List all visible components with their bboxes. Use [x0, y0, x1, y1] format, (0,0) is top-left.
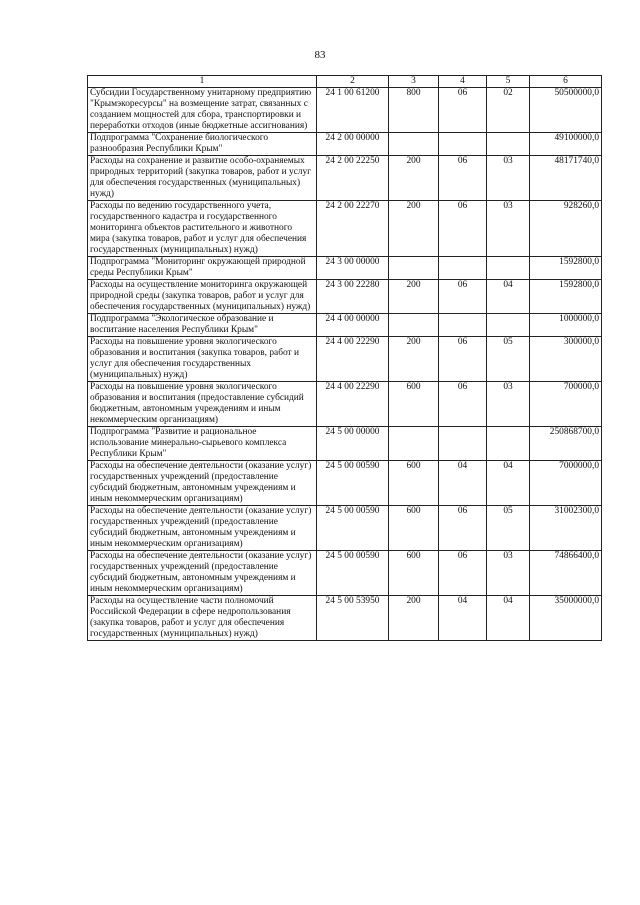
- row-code-cell: 24 3 00 00000: [317, 257, 389, 280]
- row-rz-cell: 06: [439, 88, 487, 133]
- table-row: [88, 156, 602, 201]
- row-vr-cell: 600: [389, 506, 439, 551]
- row-rz-cell: [439, 133, 487, 156]
- row-name-cell: Субсидии Государственному унитарному предприятию "Крымэкоресурсы" на возмещение затрат, связанных с созданием мощностей для сбора, транспортировки и переработки отходов (иные бюджетные ассигнования): [88, 88, 317, 133]
- row-name-cell: Подпрограмма "Сохранение биологического разнообразия Республики Крым": [88, 133, 317, 156]
- row-rz-cell: 04: [439, 596, 487, 641]
- table-row: [88, 337, 602, 382]
- row-pr-cell: [487, 427, 530, 461]
- row-rz-cell: 06: [439, 506, 487, 551]
- column-header: 6: [530, 76, 602, 88]
- row-pr-cell: 02: [487, 88, 530, 133]
- row-pr-cell: 03: [487, 382, 530, 427]
- row-name-cell: Расходы на осуществление части полномочий Российской Федерации в сфере недропользования (закупка товаров, работ и услуг для обеспечения государственных (муниципальных) нужд): [88, 596, 317, 641]
- row-pr-cell: 03: [487, 201, 530, 257]
- table-row: [88, 382, 602, 427]
- table-row: [88, 506, 602, 551]
- row-sum-cell: 300000,0: [530, 337, 602, 382]
- row-code-cell: 24 2 00 22270: [317, 201, 389, 257]
- table-row: [88, 314, 602, 337]
- row-rz-cell: 06: [439, 156, 487, 201]
- row-code-cell: 24 5 00 00590: [317, 506, 389, 551]
- row-code-cell: 24 5 00 00590: [317, 551, 389, 596]
- row-vr-cell: 600: [389, 551, 439, 596]
- row-sum-cell: 35000000,0: [530, 596, 602, 641]
- row-vr-cell: 200: [389, 337, 439, 382]
- column-header: 4: [439, 76, 487, 88]
- row-sum-cell: 50500000,0: [530, 88, 602, 133]
- row-pr-cell: 04: [487, 596, 530, 641]
- table-row: [88, 88, 602, 133]
- row-rz-cell: [439, 257, 487, 280]
- row-rz-cell: 06: [439, 280, 487, 314]
- row-name-cell: Подпрограмма "Развитие и рациональное использование минерально-сырьевого комплекса Республики Крым": [88, 427, 317, 461]
- row-code-cell: 24 4 00 22290: [317, 337, 389, 382]
- row-sum-cell: 1000000,0: [530, 314, 602, 337]
- row-vr-cell: 200: [389, 596, 439, 641]
- row-pr-cell: 05: [487, 506, 530, 551]
- table-row: [88, 257, 602, 280]
- row-vr-cell: 800: [389, 88, 439, 133]
- row-sum-cell: 1592800,0: [530, 257, 602, 280]
- row-sum-cell: 31002300,0: [530, 506, 602, 551]
- row-code-cell: 24 5 00 00000: [317, 427, 389, 461]
- row-pr-cell: 04: [487, 280, 530, 314]
- row-vr-cell: 200: [389, 201, 439, 257]
- row-name-cell: Подпрограмма "Экологическое образование и воспитание населения Республики Крым": [88, 314, 317, 337]
- row-rz-cell: 06: [439, 337, 487, 382]
- column-header: 3: [389, 76, 439, 88]
- row-name-cell: Расходы по ведению государственного учета, государственного кадастра и государственного мониторинга объектов растительного и животного мира (закупка товаров, работ и услуг для обеспечения государственных (муниципальных) нужд): [88, 201, 317, 257]
- row-pr-cell: 04: [487, 461, 530, 506]
- row-rz-cell: [439, 427, 487, 461]
- row-name-cell: Расходы на обеспечение деятельности (оказание услуг) государственных учреждений (предоставление субсидий бюджетным, автономным учреждениям и иным некоммерческим организациям): [88, 551, 317, 596]
- row-rz-cell: 06: [439, 551, 487, 596]
- row-pr-cell: [487, 133, 530, 156]
- table-row: [88, 461, 602, 506]
- row-sum-cell: 700000,0: [530, 382, 602, 427]
- row-vr-cell: 600: [389, 461, 439, 506]
- row-name-cell: Расходы на обеспечение деятельности (оказание услуг) государственных учреждений (предоставление субсидий бюджетным, автономным учреждениям и иным некоммерческим организациям): [88, 461, 317, 506]
- row-vr-cell: [389, 133, 439, 156]
- row-code-cell: 24 2 00 00000: [317, 133, 389, 156]
- page-number: 83: [314, 49, 326, 61]
- row-name-cell: Расходы на обеспечение деятельности (оказание услуг) государственных учреждений (предоставление субсидий бюджетным, автономным учреждениям и иным некоммерческим организациям): [88, 506, 317, 551]
- row-pr-cell: 03: [487, 156, 530, 201]
- row-code-cell: 24 1 00 61200: [317, 88, 389, 133]
- table-row: [88, 596, 602, 641]
- row-sum-cell: 74866400,0: [530, 551, 602, 596]
- row-rz-cell: 06: [439, 382, 487, 427]
- row-sum-cell: 1592800,0: [530, 280, 602, 314]
- row-name-cell: Расходы на повышение уровня экологического образования и воспитания (закупка товаров, работ и услуг для обеспечения государственных (муниципальных) нужд): [88, 337, 317, 382]
- row-sum-cell: 250868700,0: [530, 427, 602, 461]
- row-code-cell: 24 5 00 53950: [317, 596, 389, 641]
- row-pr-cell: 05: [487, 337, 530, 382]
- row-vr-cell: [389, 257, 439, 280]
- row-vr-cell: [389, 314, 439, 337]
- row-name-cell: Расходы на осуществление мониторинга окружающей природной среды (закупка товаров, работ и услуг для обеспечения государственных (муниципальных) нужд): [88, 280, 317, 314]
- row-code-cell: 24 2 00 22250: [317, 156, 389, 201]
- row-vr-cell: 600: [389, 382, 439, 427]
- table-row: [88, 280, 602, 314]
- row-pr-cell: [487, 314, 530, 337]
- row-rz-cell: 06: [439, 201, 487, 257]
- row-pr-cell: 03: [487, 551, 530, 596]
- header-row: [88, 76, 602, 88]
- row-vr-cell: [389, 427, 439, 461]
- row-code-cell: 24 4 00 22290: [317, 382, 389, 427]
- row-code-cell: 24 3 00 22280: [317, 280, 389, 314]
- row-vr-cell: 200: [389, 156, 439, 201]
- column-header: 2: [317, 76, 389, 88]
- row-sum-cell: 48171740,0: [530, 156, 602, 201]
- row-code-cell: 24 4 00 00000: [317, 314, 389, 337]
- column-header: 5: [487, 76, 530, 88]
- row-name-cell: Расходы на повышение уровня экологического образования и воспитания (предоставление субсидий бюджетным, автономным учреждениям и иным некоммерческим организациям): [88, 382, 317, 427]
- row-pr-cell: [487, 257, 530, 280]
- row-name-cell: Расходы на сохранение и развитие особо-охраняемых природных территорий (закупка товаров, работ и услуг для обеспечения государственных (муниципальных) нужд): [88, 156, 317, 201]
- table-row: [88, 133, 602, 156]
- table-row: [88, 201, 602, 257]
- row-code-cell: 24 5 00 00590: [317, 461, 389, 506]
- row-rz-cell: [439, 314, 487, 337]
- row-sum-cell: 49100000,0: [530, 133, 602, 156]
- table-row: [88, 427, 602, 461]
- column-header: 1: [88, 76, 317, 88]
- table-row: [88, 551, 602, 596]
- row-name-cell: Подпрограмма "Мониторинг окружающей природной среды Республики Крым": [88, 257, 317, 280]
- budget-table: [87, 75, 602, 641]
- row-vr-cell: 200: [389, 280, 439, 314]
- row-sum-cell: 7000000,0: [530, 461, 602, 506]
- row-rz-cell: 04: [439, 461, 487, 506]
- row-sum-cell: 928260,0: [530, 201, 602, 257]
